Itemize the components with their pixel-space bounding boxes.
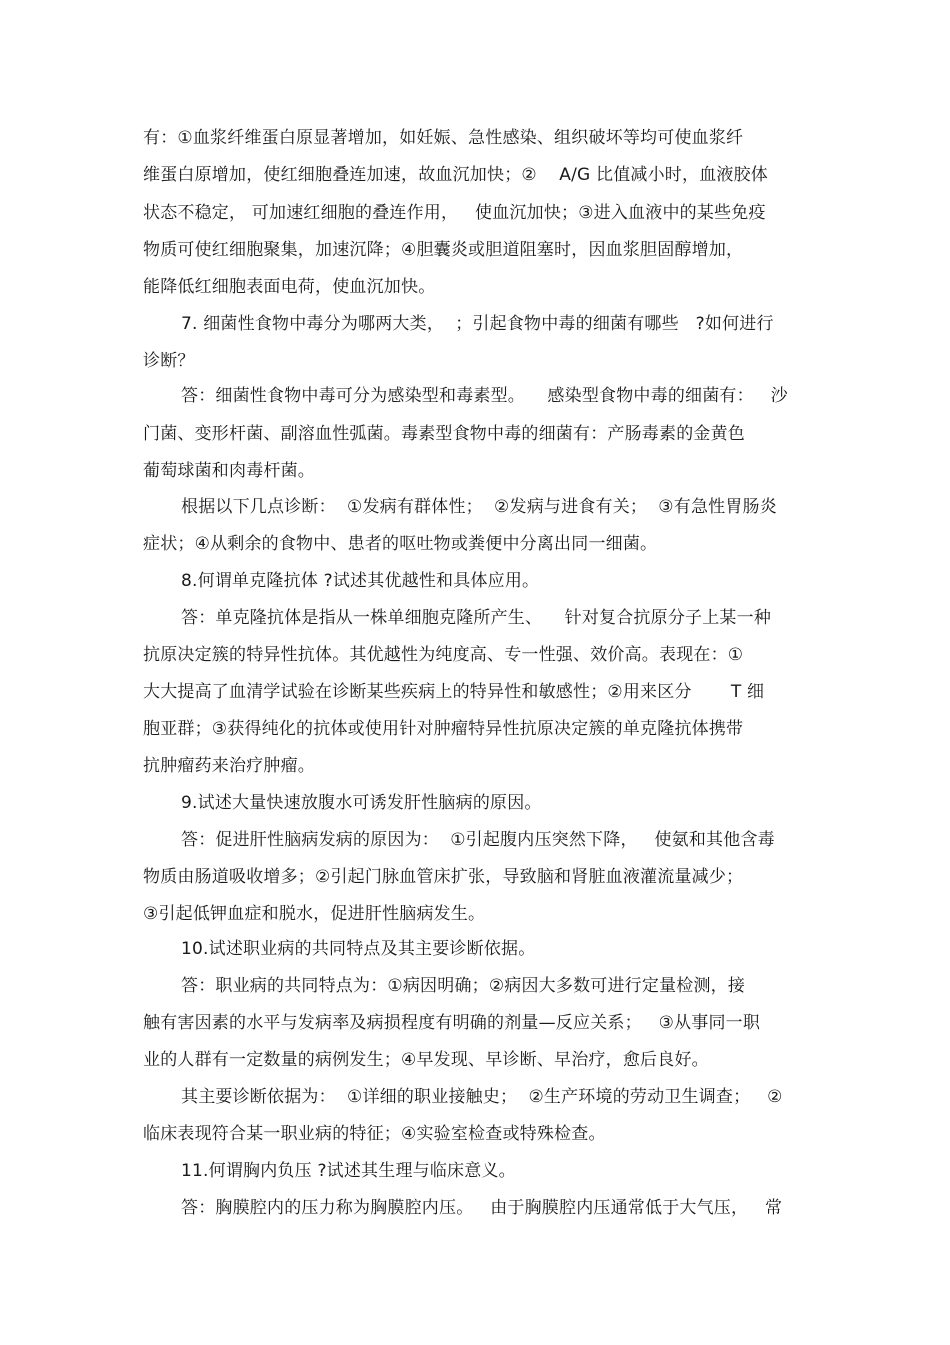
text-line: 抗原决定簇的特异性抗体。其优越性为纯度高、专一性强、效价高。表现在：①	[143, 645, 744, 665]
answer-line: 答：促进肝性脑病发病的原因为： ①引起腹内压突然下降， 使氨和其他含毒	[181, 830, 775, 850]
text-line: 有：①血浆纤维蛋白原显著增加，如妊娠、急性感染、组织破坏等均可使血浆纤	[143, 128, 744, 148]
text-line: 能降低红细胞表面电荷，使血沉加快。	[143, 277, 436, 297]
text-line: 状态不稳定， 可加速红细胞的叠连作用， 使血沉加快；③进入血液中的某些免疫	[143, 203, 766, 223]
question-heading: 10.试述职业病的共同特点及其主要诊断依据。	[181, 939, 536, 959]
text-line: 物质可使红细胞聚集，加速沉降；④胆囊炎或胆道阻塞时，因血浆胆固醇增加，	[143, 240, 744, 260]
question-heading: 11.何谓胸内负压 ?试述其生理与临床意义。	[181, 1161, 516, 1181]
text-line: 葡萄球菌和肉毒杆菌。	[143, 461, 315, 481]
text-line: 触有害因素的水平与发病率及病损程度有明确的剂量—反应关系； ③从事同一职	[143, 1013, 761, 1033]
text-line: 根据以下几点诊断： ①发病有群体性； ②发病与进食有关； ③有急性胃肠炎	[181, 497, 777, 517]
text-line: 临床表现符合某一职业病的特征；④实验室检查或特殊检查。	[143, 1124, 606, 1144]
text-line: 维蛋白原增加，使红细胞叠连加速，故血沉加快；② A/G 比值减小时，血液胶体	[143, 165, 768, 185]
question-heading: 9.试述大量快速放腹水可诱发肝性脑病的原因。	[181, 793, 542, 813]
text-line: 诊断？	[143, 351, 195, 371]
answer-line: 答：细菌性食物中毒可分为感染型和毒素型。 感染型食物中毒的细菌有： 沙	[181, 386, 788, 406]
text-line: 抗肿瘤药来治疗肿瘤。	[143, 756, 315, 776]
question-heading: 8.何谓单克隆抗体 ?试述其优越性和具体应用。	[181, 571, 540, 591]
text-line: 胞亚群；③获得纯化的抗体或使用针对肿瘤特异性抗原决定簇的单克隆抗体携带	[143, 719, 744, 739]
answer-line: 答：胸膜腔内的压力称为胸膜腔内压。 由于胸膜腔内压通常低于大气压， 常	[181, 1198, 783, 1218]
answer-line: 答：单克隆抗体是指从一株单细胞克隆所产生、 针对复合抗原分子上某一种	[181, 608, 772, 628]
text-line: 门菌、变形杆菌、副溶血性弧菌。毒素型食物中毒的细菌有：产肠毒素的金黄色	[143, 424, 745, 444]
text-line: 其主要诊断依据为： ①详细的职业接触史； ②生产环境的劳动卫生调查； ②	[181, 1087, 783, 1107]
text-line: 业的人群有一定数量的病例发生；④早发现、早诊断、早治疗，愈后良好。	[143, 1050, 709, 1070]
text-line: 症状；④从剩余的食物中、患者的呕吐物或粪便中分离出同一细菌。	[143, 534, 658, 554]
text-line: ③引起低钾血症和脱水，促进肝性脑病发生。	[143, 904, 486, 924]
answer-line: 答：职业病的共同特点为：①病因明确；②病因大多数可进行定量检测，接	[181, 976, 746, 996]
text-line: 大大提高了血清学试验在诊断某些疾病上的特异性和敏感性；②用来区分 T 细	[143, 682, 765, 702]
question-heading: 7. 细菌性食物中毒分为哪两大类， ；引起食物中毒的细菌有哪些 ?如何进行	[181, 314, 774, 334]
text-line: 物质由肠道吸收增多；②引起门脉血管床扩张，导致脑和肾脏血液灌流量减少；	[143, 867, 744, 887]
